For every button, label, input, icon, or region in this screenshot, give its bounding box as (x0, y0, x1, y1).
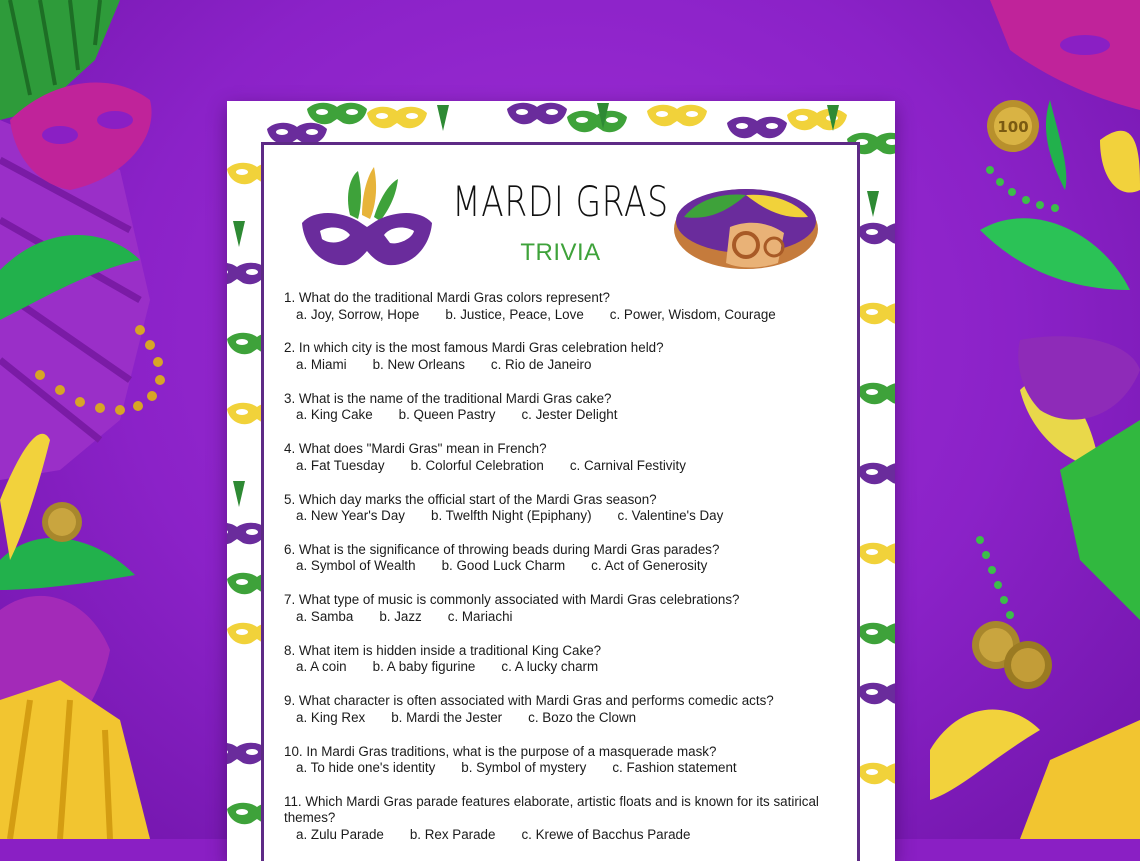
answer-option: a. Fat Tuesday (296, 457, 385, 473)
gold-coin-icon (972, 621, 1052, 689)
answer-option: c. Fashion statement (612, 760, 737, 776)
question-item (284, 693, 844, 726)
question-item (284, 441, 844, 474)
coin-label: 100 (997, 118, 1029, 136)
answer-option: c. Carnival Festivity (569, 457, 686, 473)
page-subtitle: TRIVIA (520, 239, 601, 266)
answer-option: a. A coin (296, 659, 347, 675)
question-item (284, 592, 844, 625)
sheet-content (261, 142, 860, 861)
answer-option: b. A baby figurine (372, 659, 476, 675)
question-item (284, 391, 844, 424)
answer-option: c. Krewe of Bacchus Parade (521, 826, 691, 842)
answer-option: b. Mardi the Jester (391, 709, 503, 725)
answer-option: a. New Year's Day (296, 508, 405, 524)
answer-option: b. Colorful Celebration (410, 457, 544, 473)
answer-option: c. Act of Generosity (591, 558, 708, 574)
answer-option: b. Rex Parade (409, 826, 496, 842)
paper-fan-icon (0, 680, 150, 839)
question-text: 8. What item is hidden inside a traditional King Cake? (284, 642, 602, 658)
answer-option: c. Valentine's Day (617, 508, 724, 524)
answer-option: b. Jazz (379, 608, 422, 624)
answer-option: b. Good Luck Charm (441, 558, 566, 574)
answer-option: c. Bozo the Clown (528, 709, 637, 725)
question-text: 7. What type of music is commonly associated with Mardi Gras celebrations? (284, 592, 740, 608)
answer-option: a. King Rex (296, 709, 366, 725)
answer-option: c. Mariachi (447, 608, 513, 624)
question-text: 5. Which day marks the official start of the Mardi Gras season? (284, 491, 657, 507)
answer-option: b. Symbol of mystery (461, 760, 587, 776)
question-text: 2. In which city is the most famous Mardi Gras celebration held? (284, 340, 664, 356)
question-text: 4. What does "Mardi Gras" mean in French? (284, 441, 547, 457)
question-list (284, 290, 844, 861)
answer-option: a. Joy, Sorrow, Hope (296, 306, 420, 322)
answer-option: a. Symbol of Wealth (296, 558, 416, 574)
left-decorations (0, 0, 230, 839)
trivia-sheet (227, 101, 895, 861)
gold-coin-icon (42, 502, 82, 542)
question-item (284, 290, 844, 323)
right-decorations (900, 0, 1140, 839)
paper-fan-icon (1020, 420, 1140, 839)
answer-option: a. Zulu Parade (296, 826, 384, 842)
answer-option: c. Rio de Janeiro (490, 356, 592, 372)
page-title: MARDI GRAS (452, 177, 669, 226)
question-item (284, 542, 844, 575)
answer-option: b. Queen Pastry (398, 407, 496, 423)
question-item (284, 492, 844, 525)
king-cake-icon (670, 183, 822, 273)
question-item (284, 744, 844, 777)
question-text: 11. Which Mardi Gras parade features elaborate, artistic floats and is known for its satirical themes? (284, 793, 819, 826)
answer-option: c. A lucky charm (501, 659, 599, 675)
answer-option: c. Power, Wisdom, Courage (609, 306, 776, 322)
question-text: 1. What do the traditional Mardi Gras colors represent? (284, 290, 610, 305)
answer-option: b. Twelfth Night (Epiphany) (431, 508, 592, 524)
gold-coin-icon (987, 100, 1039, 152)
answer-option: a. To hide one's identity (296, 760, 436, 776)
answer-option: a. Miami (296, 356, 347, 372)
question-item (284, 794, 844, 844)
answer-option: b. Justice, Peace, Love (445, 306, 584, 322)
answer-option: b. New Orleans (372, 356, 465, 372)
masquerade-mask-icon (990, 0, 1140, 110)
answer-option: a. King Cake (296, 407, 373, 423)
question-text: 9. What character is often associated with Mardi Gras and performs comedic acts? (284, 693, 774, 709)
question-item (284, 340, 844, 373)
question-text: 3. What is the name of the traditional Mardi Gras cake? (284, 390, 612, 406)
answer-option: c. Jester Delight (521, 407, 618, 423)
answer-option: a. Samba (296, 608, 354, 624)
question-item (284, 643, 844, 676)
question-text: 6. What is the significance of throwing beads during Mardi Gras parades? (284, 541, 720, 557)
question-text: 10. In Mardi Gras traditions, what is the purpose of a masquerade mask? (284, 743, 717, 759)
